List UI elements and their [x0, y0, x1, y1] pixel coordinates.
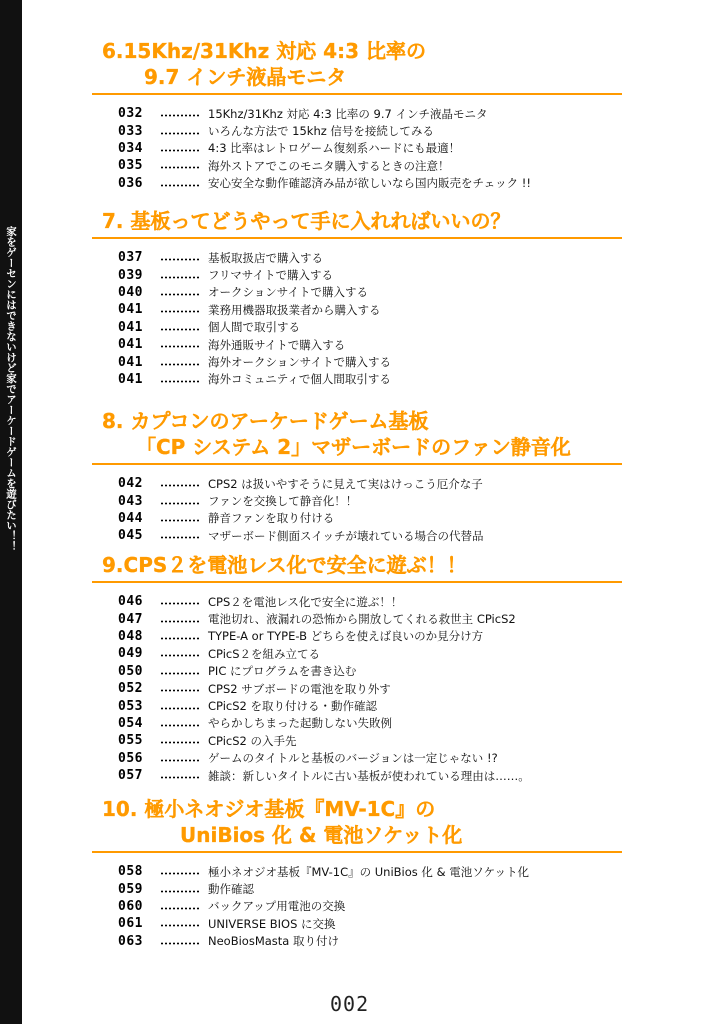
section-title-line1: 6.15Khz/31Khz 対応 4:3 比率の: [102, 39, 426, 63]
toc-list: [92, 475, 622, 545]
leader-dots: [160, 276, 200, 279]
toc-list: [92, 105, 622, 192]
page-number: 002: [330, 992, 370, 1016]
toc-item[interactable]: [118, 750, 622, 767]
toc-item-title: 海外コミュニティで個人間取引する: [208, 372, 391, 387]
toc-item[interactable]: [118, 353, 622, 370]
toc-item[interactable]: [118, 475, 622, 492]
toc-page-number: 060: [118, 898, 143, 914]
toc-page-number: 046: [118, 594, 143, 610]
toc-item[interactable]: [118, 175, 622, 192]
toc-page-number: 054: [118, 715, 143, 731]
toc-page-number: 033: [118, 123, 143, 139]
side-bar: [0, 0, 22, 1024]
toc-item-title: 個人間で取引する: [208, 320, 300, 335]
leader-dots: [160, 519, 200, 522]
leader-dots: [160, 689, 200, 692]
section-9: [92, 552, 622, 784]
toc-item[interactable]: [118, 898, 622, 915]
toc-item-title: やらかしちまった起動しない失敗例: [208, 716, 392, 731]
leader-dots: [160, 363, 200, 366]
toc-page-number: 048: [118, 628, 143, 644]
toc-item-title: 基板取扱店で購入する: [208, 250, 323, 265]
toc-page-number: 040: [118, 284, 143, 300]
toc-page-number: 032: [118, 106, 143, 122]
leader-dots: [160, 672, 200, 675]
section-title: [92, 408, 622, 460]
leader-dots: [160, 759, 200, 762]
toc-page-number: 041: [118, 302, 143, 318]
section-title-line1: 9.CPS２を電池レス化で安全に遊ぶ！！: [102, 553, 467, 577]
toc-item[interactable]: [118, 663, 622, 680]
toc-item-title: UNIVERSE BIOS に交換: [208, 916, 336, 931]
toc-page-number: 037: [118, 250, 143, 266]
section-rule: [92, 93, 622, 95]
toc-list: [92, 593, 622, 784]
toc-item[interactable]: [118, 157, 622, 174]
toc-item[interactable]: [118, 680, 622, 697]
toc-item-title: ゲームのタイトルと基板のバージョンは一定じゃない !?: [208, 751, 498, 766]
leader-dots: [160, 258, 200, 261]
toc-page-number: 058: [118, 864, 143, 880]
toc-item[interactable]: [118, 140, 622, 157]
toc-item-title: CPS２を電池レス化で安全に遊ぶ！！: [208, 594, 403, 609]
toc-item[interactable]: [118, 122, 622, 139]
toc-item-title: 海外通販サイトで購入する: [208, 337, 346, 352]
toc-item-title: マザーボード側面スイッチが壊れている場合の代替品: [208, 528, 484, 543]
leader-dots: [160, 924, 200, 927]
toc-item[interactable]: [118, 593, 622, 610]
toc-item[interactable]: [118, 284, 622, 301]
section-rule: [92, 851, 622, 853]
toc-item-title: 安心安全な動作確認済み品が欲しいなら国内販売をチェック !!: [208, 176, 532, 191]
leader-dots: [160, 502, 200, 505]
section-8: [92, 408, 622, 545]
toc-item[interactable]: [118, 628, 622, 645]
toc-item-title: 業務用機器取扱業者から購入する: [208, 302, 381, 317]
toc-item-title: PIC にプログラムを書き込む: [208, 664, 357, 679]
section-rule: [92, 463, 622, 465]
toc-page-number: 041: [118, 319, 143, 335]
toc-item[interactable]: [118, 319, 622, 336]
leader-dots: [160, 484, 200, 487]
leader-dots: [160, 907, 200, 910]
toc-item-title: 海外ストアでこのモニタ購入するときの注意！: [208, 158, 450, 173]
toc-item-title: CPicS2 を取り付ける・動作確認: [208, 699, 378, 714]
toc-item[interactable]: [118, 933, 622, 950]
toc-item-title: CPS2 サブボードの電池を取り外す: [208, 681, 391, 696]
toc-item-title: TYPE-A or TYPE-B どちらを使えば良いのか見分け方: [208, 629, 484, 644]
toc-page-number: 053: [118, 698, 143, 714]
toc-item[interactable]: [118, 371, 622, 388]
leader-dots: [160, 380, 200, 383]
toc-item[interactable]: [118, 880, 622, 897]
toc-item-title: 静音ファンを取り付ける: [208, 511, 335, 526]
toc-page-number: 043: [118, 493, 143, 509]
leader-dots: [160, 184, 200, 187]
toc-page-number: 059: [118, 881, 143, 897]
section-title: [92, 38, 622, 90]
toc-page-number: 044: [118, 510, 143, 526]
leader-dots: [160, 310, 200, 313]
section-6: [92, 38, 622, 192]
toc-item[interactable]: [118, 610, 622, 627]
section-title-line2: 「CP システム 2」マザーボードのファン静音化: [136, 435, 571, 459]
toc-item[interactable]: [118, 301, 622, 318]
section-rule: [92, 237, 622, 239]
toc-page-number: 063: [118, 933, 143, 949]
toc-page-number: 039: [118, 267, 143, 283]
toc-page-number: 045: [118, 528, 143, 544]
toc-page-number: 041: [118, 354, 143, 370]
toc-page-number: 056: [118, 750, 143, 766]
section-title: [92, 552, 622, 578]
section-10: [92, 796, 622, 950]
toc-item[interactable]: [118, 732, 622, 749]
section-rule: [92, 581, 622, 583]
toc-item[interactable]: [118, 249, 622, 266]
toc-item[interactable]: [118, 645, 622, 662]
section-title-line1: 7. 基板ってどうやって手に入れればいいの？: [102, 209, 511, 233]
leader-dots: [160, 132, 200, 135]
leader-dots: [160, 637, 200, 640]
toc-list: [92, 249, 622, 388]
toc-item-title: ファンを交換して静音化！！: [208, 494, 358, 509]
toc-item-title: 海外オークションサイトで購入する: [208, 355, 391, 370]
toc-item-title: CPicS2 の入手先: [208, 733, 297, 748]
leader-dots: [160, 776, 200, 779]
leader-dots: [160, 602, 200, 605]
toc-page-number: 041: [118, 371, 143, 387]
toc-page-number: 034: [118, 140, 143, 156]
section-title: [92, 796, 622, 848]
toc-page-number: 057: [118, 768, 143, 784]
toc-item[interactable]: [118, 527, 622, 544]
toc-item-title: 電池切れ、液漏れの恐怖から開放してくれる救世主 CPicS2: [208, 612, 516, 627]
toc-item-title: 極小ネオジオ基板『MV-1C』の UniBios 化 & 電池ソケット化: [208, 864, 530, 879]
toc-page-number: 047: [118, 611, 143, 627]
toc-item-title: オークションサイトで購入する: [208, 285, 368, 300]
section-title-line1: 10. 極小ネオジオ基板『MV-1C』の: [102, 797, 436, 821]
leader-dots: [160, 293, 200, 296]
toc-page-number: 061: [118, 916, 143, 932]
toc-item-title: 15Khz/31Khz 対応 4:3 比率の 9.7 インチ液晶モニタ: [208, 106, 488, 121]
leader-dots: [160, 149, 200, 152]
leader-dots: [160, 872, 200, 875]
toc-item[interactable]: [118, 697, 622, 714]
toc-item[interactable]: [118, 266, 622, 283]
toc-list: [92, 863, 622, 950]
leader-dots: [160, 114, 200, 117]
leader-dots: [160, 724, 200, 727]
toc-item-title: CPicS２を組み立てる: [208, 646, 321, 661]
toc-item[interactable]: [118, 715, 622, 732]
leader-dots: [160, 536, 200, 539]
toc-item[interactable]: [118, 863, 622, 880]
toc-page-number: 036: [118, 175, 143, 191]
toc-item[interactable]: [118, 915, 622, 932]
leader-dots: [160, 345, 200, 348]
leader-dots: [160, 166, 200, 169]
toc-item-title: NeoBiosMasta 取り付け: [208, 934, 339, 949]
toc-item-title: 雑談：新しいタイトルに古い基板が使われている理由は……。: [208, 768, 530, 783]
toc-item[interactable]: [118, 336, 622, 353]
toc-item-title: いろんな方法で 15khz 信号を接続してみる: [208, 124, 434, 139]
toc-page-number: 050: [118, 663, 143, 679]
leader-dots: [160, 741, 200, 744]
section-title-line2: UniBios 化 & 電池ソケット化: [180, 823, 463, 847]
toc-item[interactable]: [118, 510, 622, 527]
side-label: 家をゲーセンにはできないけど家でアーケードゲームを遊びたい！！: [5, 226, 17, 552]
toc-page-number: 049: [118, 646, 143, 662]
toc-page-number: 052: [118, 681, 143, 697]
toc-item[interactable]: [118, 767, 622, 784]
toc-item[interactable]: [118, 492, 622, 509]
section-7: [92, 208, 622, 388]
toc-page-number: 042: [118, 476, 143, 492]
toc-page-number: 035: [118, 158, 143, 174]
toc-item-title: フリマサイトで購入する: [208, 268, 334, 283]
section-title-line1: 8. カプコンのアーケードゲーム基板: [102, 409, 429, 433]
leader-dots: [160, 328, 200, 331]
toc-page-number: 041: [118, 337, 143, 353]
leader-dots: [160, 620, 200, 623]
section-title: [92, 208, 622, 234]
leader-dots: [160, 942, 200, 945]
toc-page-number: 055: [118, 733, 143, 749]
leader-dots: [160, 707, 200, 710]
toc-item-title: バックアップ用電池の交換: [208, 899, 346, 914]
section-title-line2: 9.7 インチ液晶モニタ: [144, 65, 347, 89]
toc-item-title: 4:3 比率はレトロゲーム復刻系ハードにも最適！: [208, 141, 461, 156]
toc-item[interactable]: [118, 105, 622, 122]
toc-item-title: CPS2 は扱いやすそうに見えて実はけっこう厄介な子: [208, 476, 483, 491]
toc-item-title: 動作確認: [208, 882, 254, 897]
leader-dots: [160, 654, 200, 657]
leader-dots: [160, 890, 200, 893]
